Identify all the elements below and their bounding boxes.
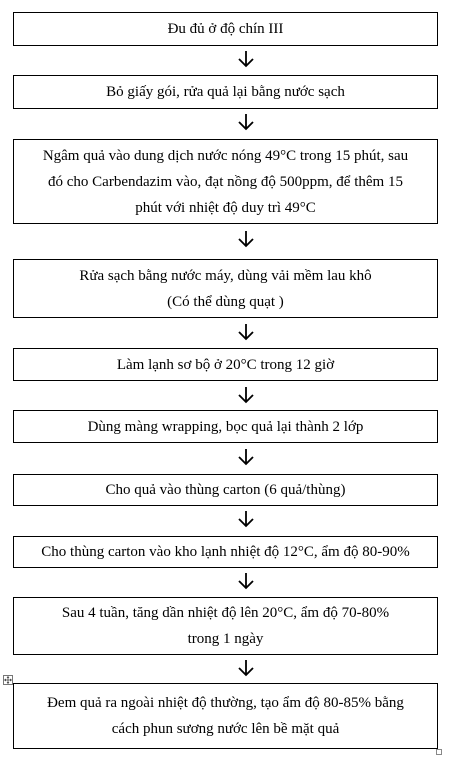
step-9-box <box>13 597 438 655</box>
down-arrow-icon <box>236 49 256 69</box>
resize-handle-icon[interactable] <box>436 749 442 755</box>
down-arrow-icon <box>236 509 256 529</box>
step-10-line-2: cách phun sương nước lên bề mặt quả <box>111 721 340 737</box>
step-8-box <box>13 536 438 568</box>
step-5-line-1: Làm lạnh sơ bộ ở 20°C trong 12 giờ <box>116 356 335 373</box>
down-arrow-icon <box>236 447 256 467</box>
step-6-box <box>13 410 438 443</box>
step-4-line-1: Rửa sạch bằng nước máy, dùng vải mềm lau khô <box>79 267 372 284</box>
step-3-line-1: Ngâm quả vào dung dịch nước nóng 49°C trong 15 phút, sau <box>42 147 409 164</box>
step-10-box <box>13 683 438 749</box>
step-9-line-1: Sau 4 tuần, tăng dần nhiệt độ lên 20°C, ẩm độ 70-80% <box>61 605 390 621</box>
step-5-box <box>13 348 438 381</box>
down-arrow-icon <box>236 229 256 249</box>
step-4-box <box>13 259 438 318</box>
step-2-box <box>13 75 438 109</box>
step-3-box <box>13 139 438 224</box>
step-3-line-3: phút với nhiệt độ duy trì 49°C <box>135 199 316 216</box>
step-1-box <box>13 12 438 46</box>
down-arrow-icon <box>236 112 256 132</box>
step-4-line-2: (Có thể dùng quạt ) <box>167 293 284 310</box>
step-10-line-1: Đem quả ra ngoài nhiệt độ thường, tạo ẩm độ 80-85% bằng <box>47 695 404 711</box>
step-8-line-1: Cho thùng carton vào kho lạnh nhiệt độ 12°C, ẩm độ 80-90% <box>41 544 410 560</box>
step-6-line-1: Dùng màng wrapping, bọc quả lại thành 2 lớp <box>87 418 364 435</box>
down-arrow-icon <box>236 658 256 678</box>
down-arrow-icon <box>236 385 256 405</box>
move-handle-icon[interactable] <box>3 675 13 685</box>
step-1-line-1: Đu đủ ở độ chín III <box>167 21 284 37</box>
step-9-line-2: trong 1 ngày <box>187 631 264 647</box>
down-arrow-icon <box>236 322 256 342</box>
step-3-line-2: đó cho Carbendazim vào, đạt nồng độ 500ppm, để thêm 15 <box>48 173 403 190</box>
move-arrows-icon <box>4 676 12 684</box>
step-7-line-1: Cho quả vào thùng carton (6 quả/thùng) <box>105 482 346 498</box>
step-7-box <box>13 474 438 506</box>
down-arrow-icon <box>236 571 256 591</box>
step-2-line-1: Bỏ giấy gói, rửa quả lại bằng nước sạch <box>106 84 345 100</box>
